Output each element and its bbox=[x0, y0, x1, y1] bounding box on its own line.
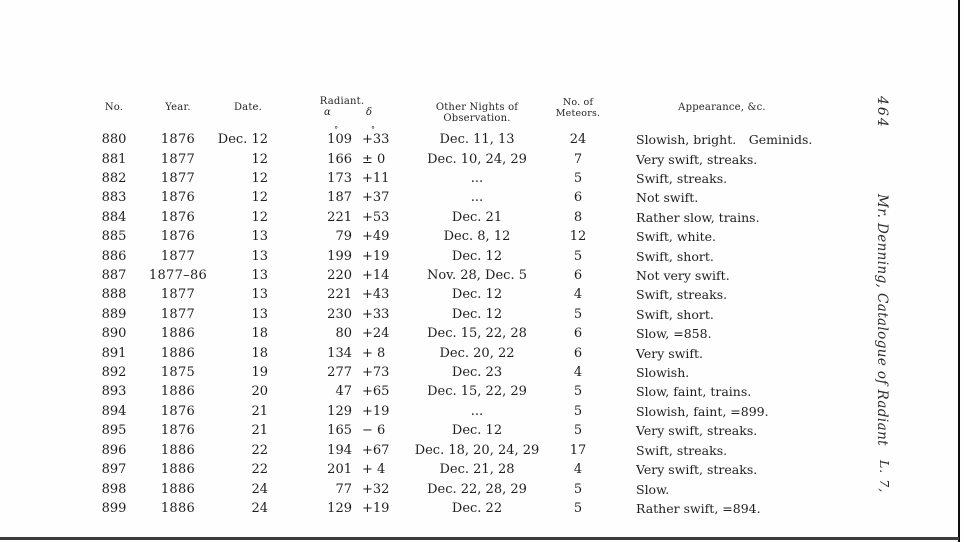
cell-radiant-delta: +49 bbox=[362, 229, 390, 245]
cell-radiant-delta: +33 bbox=[362, 306, 390, 322]
cell-radiant-delta: +65 bbox=[362, 384, 390, 400]
cell-year: 1876 bbox=[160, 403, 196, 419]
cell-year: 1877 bbox=[160, 248, 196, 264]
table-row bbox=[88, 382, 838, 401]
cell-no: 898 bbox=[101, 481, 127, 497]
cell-radiant-delta: +53 bbox=[362, 209, 390, 225]
cell-no: 893 bbox=[101, 384, 127, 400]
cell-radiant-alpha: 79 bbox=[335, 229, 352, 245]
cell-appearance: Rather swift, =894. bbox=[636, 500, 761, 516]
degree-mark: ° bbox=[334, 125, 339, 135]
cell-radiant-alpha: 134 bbox=[327, 345, 352, 361]
table-row bbox=[88, 363, 838, 382]
cell-meteor-count: 4 bbox=[573, 287, 583, 303]
table-row bbox=[88, 125, 838, 149]
cell-radiant-delta: + 8 bbox=[362, 345, 386, 361]
cell-year: 1877 bbox=[160, 151, 196, 167]
cell-date: 22 bbox=[251, 442, 268, 458]
cell-meteor-count: 6 bbox=[573, 326, 583, 342]
cell-radiant-delta: +19 bbox=[362, 403, 390, 419]
cell-meteor-count: 6 bbox=[573, 268, 583, 284]
cell-appearance: Not very swift. bbox=[636, 268, 730, 284]
cell-no: 899 bbox=[101, 500, 127, 516]
table-row bbox=[88, 266, 838, 285]
cell-no: 883 bbox=[101, 190, 127, 206]
cell-no: 896 bbox=[101, 442, 127, 458]
header-appearance: Appearance, &c. bbox=[678, 102, 766, 113]
cell-other-nights: Dec. 15, 22, 28 bbox=[427, 326, 527, 342]
header-alpha: α bbox=[324, 107, 331, 118]
cell-appearance: Slow, =858. bbox=[636, 326, 712, 342]
cell-appearance: Slowish. bbox=[636, 365, 690, 381]
cell-date: Dec. 12 bbox=[217, 132, 268, 148]
cell-appearance: Slow, faint, trains. bbox=[636, 384, 752, 400]
cell-appearance: Swift, white. bbox=[636, 229, 716, 245]
cell-date: 12 bbox=[251, 209, 268, 225]
cell-date: 13 bbox=[251, 229, 268, 245]
cell-appearance: Swift, short. bbox=[636, 306, 714, 322]
cell-appearance: Very swift, streaks. bbox=[636, 462, 758, 478]
cell-radiant-delta: +19 bbox=[362, 500, 390, 516]
cell-year: 1886 bbox=[160, 462, 196, 478]
cell-radiant-alpha: 47 bbox=[335, 384, 352, 400]
cell-radiant-delta: +37 bbox=[362, 190, 390, 206]
cell-appearance: Not swift. bbox=[636, 190, 699, 206]
running-title-rotated: Mr. Denning, Catalogue of Radiant bbox=[874, 194, 890, 446]
cell-date: 13 bbox=[251, 306, 268, 322]
cell-no: 890 bbox=[101, 326, 127, 342]
cell-year: 1877 bbox=[160, 306, 196, 322]
cell-meteor-count: 5 bbox=[573, 481, 583, 497]
cell-radiant-delta: +73 bbox=[362, 365, 390, 381]
cell-no: 886 bbox=[101, 248, 127, 264]
cell-no: 892 bbox=[101, 365, 127, 381]
cell-meteor-count: 12 bbox=[569, 229, 587, 245]
cell-meteor-count: 5 bbox=[573, 171, 583, 187]
cell-date: 24 bbox=[251, 481, 268, 497]
cell-year: 1877–86 bbox=[148, 268, 208, 284]
cell-radiant-alpha: 277 bbox=[327, 365, 352, 381]
cell-other-nights: Dec. 22, 28, 29 bbox=[427, 481, 527, 497]
header-radiant-group bbox=[280, 94, 404, 130]
cell-meteor-count: 5 bbox=[573, 423, 583, 439]
cell-other-nights: Dec. 12 bbox=[451, 287, 503, 303]
cell-year: 1877 bbox=[160, 171, 196, 187]
cell-meteor-count: 5 bbox=[573, 306, 583, 322]
cell-radiant-delta: + 4 bbox=[362, 462, 386, 478]
cell-other-nights: Dec. 22 bbox=[451, 500, 503, 516]
cell-meteor-count: 6 bbox=[573, 190, 583, 206]
cell-radiant-alpha: 199 bbox=[327, 248, 352, 264]
cell-meteor-count: 24 bbox=[569, 132, 587, 148]
degree-mark: ° bbox=[371, 125, 375, 135]
cell-other-nights: Dec. 10, 24, 29 bbox=[427, 151, 527, 167]
cell-appearance: Slowish, faint, =899. bbox=[636, 403, 769, 419]
cell-other-nights: Dec. 12 bbox=[451, 248, 503, 264]
cell-radiant-delta: +24 bbox=[362, 326, 390, 342]
header-meteor-count bbox=[550, 94, 606, 130]
cell-radiant-alpha: 129 bbox=[327, 500, 352, 516]
signature-mark-rotated: L. 7, bbox=[877, 460, 892, 494]
cell-date: 13 bbox=[251, 287, 268, 303]
cell-radiant-alpha: 220 bbox=[327, 268, 352, 284]
cell-radiant-alpha: 221 bbox=[327, 209, 352, 225]
scan-edge-bottom bbox=[0, 537, 959, 540]
cell-meteor-count: 5 bbox=[573, 403, 583, 419]
cell-radiant-delta: +19 bbox=[362, 248, 390, 264]
cell-appearance: Slowish, bright. Geminids. bbox=[636, 132, 813, 148]
cell-meteor-count: 5 bbox=[573, 248, 583, 264]
cell-year: 1886 bbox=[160, 442, 196, 458]
cell-radiant-delta: +67 bbox=[362, 442, 390, 458]
header-date: Date. bbox=[233, 102, 263, 113]
cell-year: 1886 bbox=[160, 481, 196, 497]
cell-year: 1875 bbox=[160, 365, 196, 381]
table-row bbox=[88, 343, 838, 362]
cell-date: 21 bbox=[251, 403, 268, 419]
cell-date: 13 bbox=[251, 248, 268, 264]
table-row bbox=[88, 479, 838, 498]
cell-no: 891 bbox=[101, 345, 127, 361]
table-row bbox=[88, 305, 838, 324]
header-delta: δ bbox=[366, 107, 373, 118]
cell-meteor-count: 5 bbox=[573, 500, 583, 516]
cell-radiant-alpha: 77 bbox=[335, 481, 352, 497]
cell-radiant-alpha: 221 bbox=[327, 287, 352, 303]
cell-meteor-count: 4 bbox=[573, 462, 583, 478]
cell-year: 1876 bbox=[160, 209, 196, 225]
cell-appearance: Slow. bbox=[636, 481, 670, 497]
cell-no: 895 bbox=[101, 423, 127, 439]
cell-other-nights: Dec. 15, 22, 29 bbox=[427, 384, 527, 400]
cell-date: 20 bbox=[251, 384, 268, 400]
cell-year: 1877 bbox=[160, 287, 196, 303]
cell-no: 881 bbox=[101, 151, 127, 167]
header-no: No. bbox=[104, 102, 124, 113]
cell-date: 13 bbox=[251, 268, 268, 284]
cell-other-nights: Dec. 18, 20, 24, 29 bbox=[414, 442, 540, 458]
table-row bbox=[88, 246, 838, 265]
table-row bbox=[88, 402, 838, 421]
cell-year: 1876 bbox=[160, 190, 196, 206]
table-row bbox=[88, 208, 838, 227]
cell-appearance: Swift, streaks. bbox=[636, 442, 728, 458]
cell-other-nights: ... bbox=[470, 190, 484, 206]
cell-appearance: Swift, short. bbox=[636, 248, 714, 264]
scan-edge-right bbox=[958, 0, 960, 542]
header-meteor-count-line1: No. of bbox=[562, 97, 594, 108]
cell-date: 12 bbox=[251, 151, 268, 167]
cell-radiant-alpha: 129 bbox=[327, 403, 352, 419]
cell-other-nights: Dec. 12 bbox=[451, 306, 503, 322]
cell-radiant-alpha: 166 bbox=[327, 151, 352, 167]
table-row bbox=[88, 421, 838, 440]
cell-other-nights: ... bbox=[470, 403, 484, 419]
cell-appearance: Very swift. bbox=[636, 345, 704, 361]
header-radiant: Radiant. bbox=[319, 96, 365, 107]
cell-other-nights: Dec. 8, 12 bbox=[443, 229, 511, 245]
table-row bbox=[88, 169, 838, 188]
cell-year: 1886 bbox=[160, 345, 196, 361]
table-row bbox=[88, 460, 838, 479]
cell-radiant-delta: ° +33 bbox=[362, 125, 390, 148]
cell-other-nights: Dec. 12 bbox=[451, 423, 503, 439]
cell-radiant-alpha: 194 bbox=[327, 442, 352, 458]
cell-no: 887 bbox=[101, 268, 127, 284]
cell-meteor-count: 6 bbox=[573, 345, 583, 361]
table-body bbox=[88, 125, 838, 518]
table-row bbox=[88, 149, 838, 168]
cell-appearance: Very swift, streaks. bbox=[636, 151, 758, 167]
cell-year: 1886 bbox=[160, 384, 196, 400]
meteor-radiant-table bbox=[88, 94, 838, 518]
cell-no: 882 bbox=[101, 171, 127, 187]
cell-date: 12 bbox=[251, 190, 268, 206]
cell-radiant-delta: +32 bbox=[362, 481, 390, 497]
table-header-row bbox=[88, 94, 838, 130]
cell-other-nights: Nov. 28, Dec. 5 bbox=[426, 268, 527, 284]
cell-date: 19 bbox=[251, 365, 268, 381]
cell-date: 24 bbox=[251, 500, 268, 516]
cell-other-nights: ... bbox=[470, 171, 484, 187]
cell-date: 21 bbox=[251, 423, 268, 439]
cell-radiant-delta: +11 bbox=[362, 171, 390, 187]
cell-no: 897 bbox=[101, 462, 127, 478]
cell-no: 884 bbox=[101, 209, 127, 225]
cell-radiant-alpha: 80 bbox=[335, 326, 352, 342]
cell-appearance: Rather slow, trains. bbox=[636, 209, 760, 225]
cell-radiant-delta: +43 bbox=[362, 287, 390, 303]
table-row bbox=[88, 324, 838, 343]
cell-appearance: Swift, streaks. bbox=[636, 287, 728, 303]
table-row bbox=[88, 499, 838, 518]
cell-year: 1886 bbox=[160, 500, 196, 516]
cell-appearance: Swift, streaks. bbox=[636, 171, 728, 187]
cell-no: 885 bbox=[101, 229, 127, 245]
page-number-rotated: 464 bbox=[874, 96, 890, 129]
table-row bbox=[88, 188, 838, 207]
cell-other-nights: Dec. 21 bbox=[451, 209, 503, 225]
cell-meteor-count: 5 bbox=[573, 384, 583, 400]
cell-year: 1876 bbox=[160, 423, 196, 439]
table-row bbox=[88, 441, 838, 460]
cell-date: 22 bbox=[251, 462, 268, 478]
table-row bbox=[88, 285, 838, 304]
cell-radiant-alpha: 230 bbox=[327, 306, 352, 322]
cell-no: 880 bbox=[101, 132, 127, 148]
cell-radiant-delta: − 6 bbox=[362, 423, 386, 439]
cell-radiant-delta: +14 bbox=[362, 268, 390, 284]
cell-date: 18 bbox=[251, 326, 268, 342]
cell-radiant-alpha: 173 bbox=[327, 171, 352, 187]
cell-radiant-alpha: 187 bbox=[327, 190, 352, 206]
cell-other-nights: Dec. 23 bbox=[451, 365, 503, 381]
header-year: Year. bbox=[165, 102, 191, 113]
cell-radiant-alpha: 201 bbox=[327, 462, 352, 478]
header-other-nights: Other Nights of Observation. bbox=[435, 102, 519, 124]
cell-no: 889 bbox=[101, 306, 127, 322]
table-row bbox=[88, 227, 838, 246]
cell-meteor-count: 7 bbox=[573, 151, 583, 167]
cell-other-nights: Dec. 11, 13 bbox=[439, 132, 515, 148]
cell-date: 18 bbox=[251, 345, 268, 361]
cell-appearance: Very swift, streaks. bbox=[636, 423, 758, 439]
cell-year: 1876 bbox=[160, 132, 196, 148]
cell-year: 1876 bbox=[160, 229, 196, 245]
cell-radiant-delta: ± 0 bbox=[362, 151, 386, 167]
cell-no: 894 bbox=[101, 403, 127, 419]
cell-other-nights: Dec. 21, 28 bbox=[439, 462, 515, 478]
cell-date: 12 bbox=[251, 171, 268, 187]
cell-year: 1886 bbox=[160, 326, 196, 342]
cell-radiant-alpha: ° 109 bbox=[327, 125, 352, 148]
header-meteor-count-line2: Meteors. bbox=[555, 107, 601, 119]
cell-meteor-count: 17 bbox=[569, 442, 587, 458]
cell-no: 888 bbox=[101, 287, 127, 303]
cell-other-nights: Dec. 20, 22 bbox=[439, 345, 515, 361]
cell-meteor-count: 8 bbox=[573, 209, 583, 225]
cell-radiant-alpha: 165 bbox=[327, 423, 352, 439]
cell-meteor-count: 4 bbox=[573, 365, 583, 381]
